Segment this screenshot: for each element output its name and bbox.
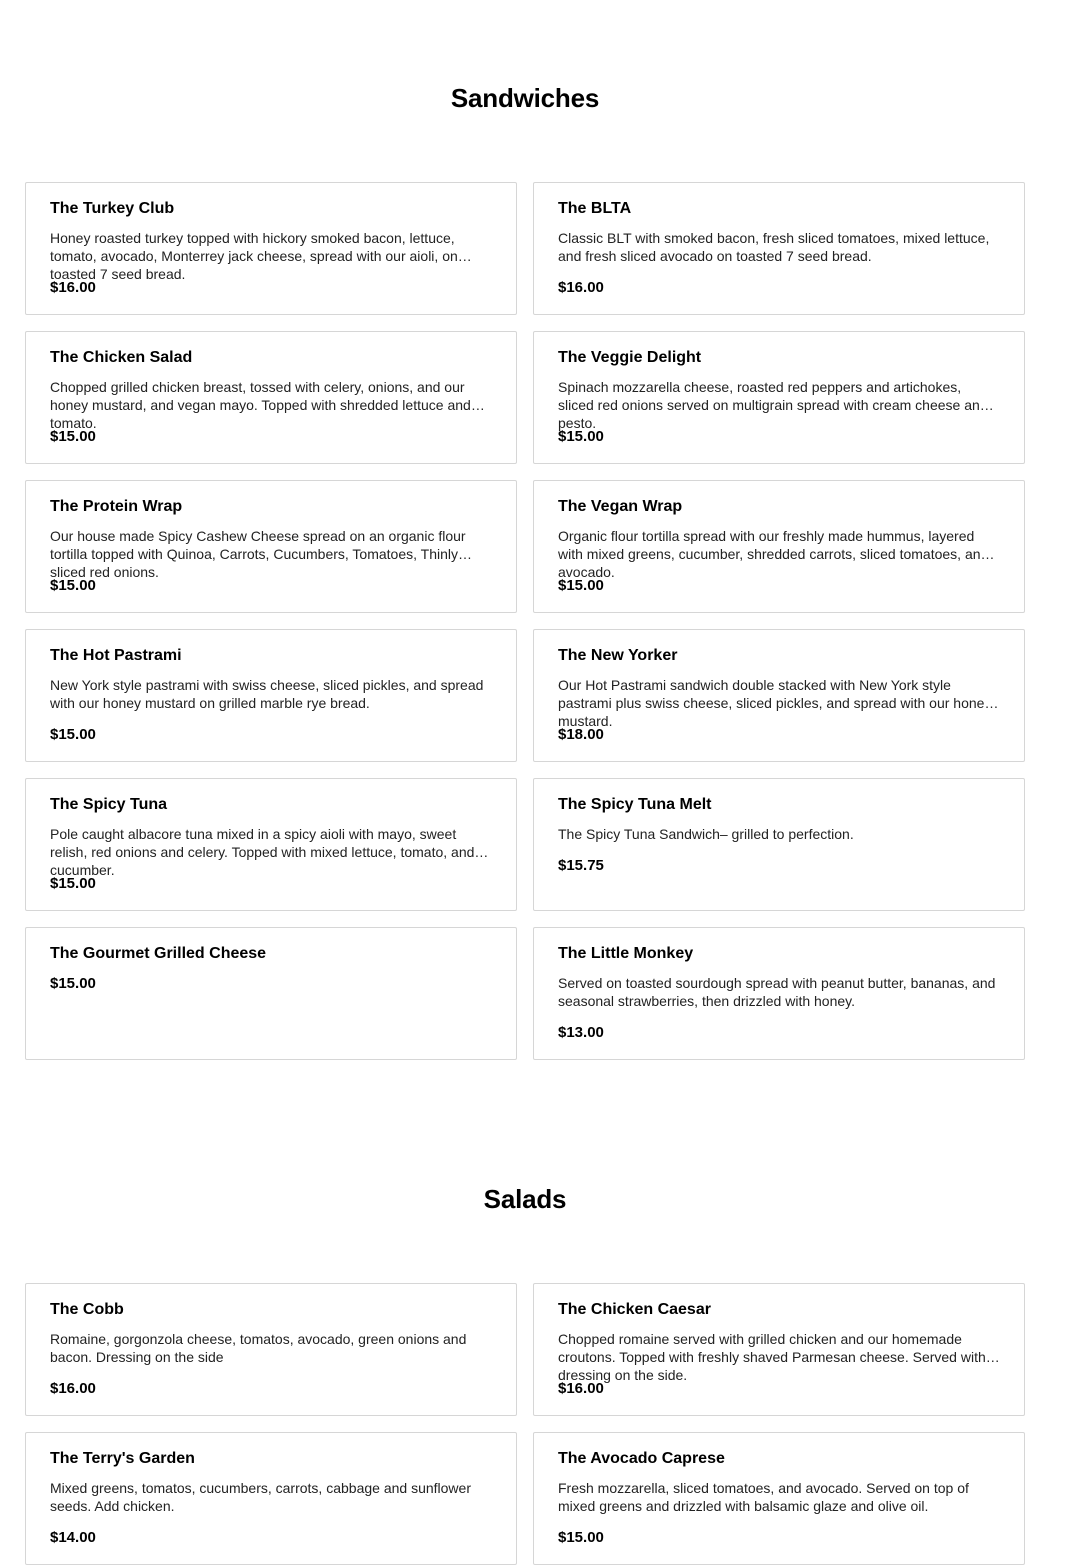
menu-item-card[interactable] [25, 182, 517, 315]
menu-item-name: The Spicy Tuna [50, 796, 168, 813]
menu-item-card[interactable] [25, 1432, 517, 1565]
section-title-salads: Salads [483, 1184, 567, 1214]
menu-item-price: $15.00 [50, 975, 96, 992]
menu-item-description: Served on toasted sourdough spread with peanut butter, bananas, and seasonal strawberries, then drizzled with honey. [558, 975, 996, 1009]
menu-item-price: $13.00 [558, 1024, 604, 1041]
menu-item-description: The Spicy Tuna Sandwich– grilled to perfection. [558, 826, 854, 842]
menu-item-price: $16.00 [50, 1380, 96, 1397]
menu-item-card[interactable] [533, 1283, 1025, 1416]
menu-item-description: Romaine, gorgonzola cheese, tomatos, avocado, green onions and bacon. Dressing on the side [50, 1331, 467, 1365]
menu-item-card[interactable] [25, 778, 517, 911]
menu-item-description: Honey roasted turkey topped with hickory smoked bacon, lettuce, tomato, avocado, Monterrey jack cheese, spread with our aioli, on toasted 7 seed bread. [50, 230, 458, 282]
menu-item-name: The Chicken Salad [50, 349, 193, 366]
menu-item-card[interactable] [25, 480, 517, 613]
menu-item-name: The Hot Pastrami [50, 647, 182, 664]
menu-item-card[interactable] [533, 1432, 1025, 1565]
menu-item-price: $15.00 [558, 428, 604, 445]
menu-item-price: $14.00 [50, 1529, 96, 1546]
sandwiches-grid [25, 182, 1025, 1060]
menu-item-description: Our Hot Pastrami sandwich double stacked with New York style pastrami plus swiss cheese, sliced pickles, and spread with our honey mustard. [558, 677, 992, 729]
menu-item-card[interactable] [25, 331, 517, 464]
menu-item-card[interactable] [533, 480, 1025, 613]
menu-item-card[interactable] [533, 331, 1025, 464]
menu-item-description: Classic BLT with smoked bacon, fresh sliced tomatoes, mixed lettuce, and fresh sliced avocado on toasted 7 seed bread. [558, 230, 990, 264]
menu-item-name: The Cobb [50, 1301, 124, 1318]
menu-item-description: Mixed greens, tomatos, cucumbers, carrots, cabbage and sunflower seeds. Add chicken. [50, 1480, 471, 1514]
menu-item-description: New York style pastrami with swiss cheese, sliced pickles, and spread with our honey mustard on grilled marble rye bread. [50, 677, 484, 711]
menu-item-description: Our house made Spicy Cashew Cheese spread on an organic flour tortilla topped with Quinoa, Carrots, Cucumbers, Tomatoes, Thinly sliced red onions. [50, 528, 466, 580]
menu-item-price: $15.00 [558, 577, 604, 594]
menu-item-name: The Spicy Tuna Melt [558, 796, 712, 813]
menu-item-card[interactable] [533, 182, 1025, 315]
menu-item-name: The Turkey Club [50, 200, 175, 217]
menu-item-name: The Chicken Caesar [558, 1301, 711, 1318]
menu-item-card[interactable] [25, 927, 517, 1060]
menu-item-price: $15.00 [50, 577, 96, 594]
menu-item-price: $15.00 [558, 1529, 604, 1546]
menu-item-price: $15.00 [50, 428, 96, 445]
menu-item-name: The Protein Wrap [50, 498, 183, 515]
menu-item-description: Chopped grilled chicken breast, tossed with celery, onions, and our honey mustard, and vegan mayo. Topped with shredded lettuce and tomato. [50, 379, 471, 431]
menu-item-card[interactable] [533, 629, 1025, 762]
menu-item-description: Chopped romaine served with grilled chicken and our homemade croutons. Topped with freshly shaved Parmesan cheese. Served with dressing on the side. [558, 1331, 986, 1383]
menu-item-name: The Vegan Wrap [558, 498, 683, 515]
menu-item-price: $15.00 [50, 726, 96, 743]
menu-item-description: Spinach mozzarella cheese, roasted red peppers and artichokes, sliced red onions served on multigrain spread with cream cheese and pesto. [558, 379, 988, 431]
menu-item-name: The Terry's Garden [50, 1450, 195, 1467]
menu-item-name: The Gourmet Grilled Cheese [50, 945, 267, 962]
menu-item-name: The BLTA [558, 200, 632, 217]
menu-item-card[interactable] [533, 927, 1025, 1060]
menu-item-price: $16.00 [50, 279, 96, 296]
menu-item-card[interactable] [25, 1283, 517, 1416]
menu-item-price: $18.00 [558, 726, 604, 743]
menu-item-price: $16.00 [558, 1380, 604, 1397]
menu-item-description: Organic flour tortilla spread with our freshly made hummus, layered with mixed greens, cucumber, shredded carrots, sliced tomatoes, and avocado. [558, 528, 989, 580]
menu-item-price: $15.75 [558, 857, 604, 874]
salads-grid [25, 1283, 1025, 1565]
menu-item-name: The Avocado Caprese [558, 1450, 725, 1467]
section-title-sandwiches: Sandwiches [450, 83, 600, 113]
menu-item-card[interactable] [533, 778, 1025, 911]
menu-item-description: Pole caught albacore tuna mixed in a spicy aioli with mayo, sweet relish, red onions and celery. Topped with mixed lettuce, tomato, and cucumber. [50, 826, 475, 878]
menu-item-price: $15.00 [50, 875, 96, 892]
menu-item-price: $16.00 [558, 279, 604, 296]
menu-item-name: The Little Monkey [558, 945, 694, 962]
menu-item-name: The Veggie Delight [558, 349, 702, 366]
menu-item-description: Fresh mozzarella, sliced tomatoes, and avocado. Served on top of mixed greens and drizzled with balsamic glaze and olive oil. [558, 1480, 969, 1514]
menu-item-name: The New Yorker [558, 647, 678, 664]
menu-item-card[interactable] [25, 629, 517, 762]
